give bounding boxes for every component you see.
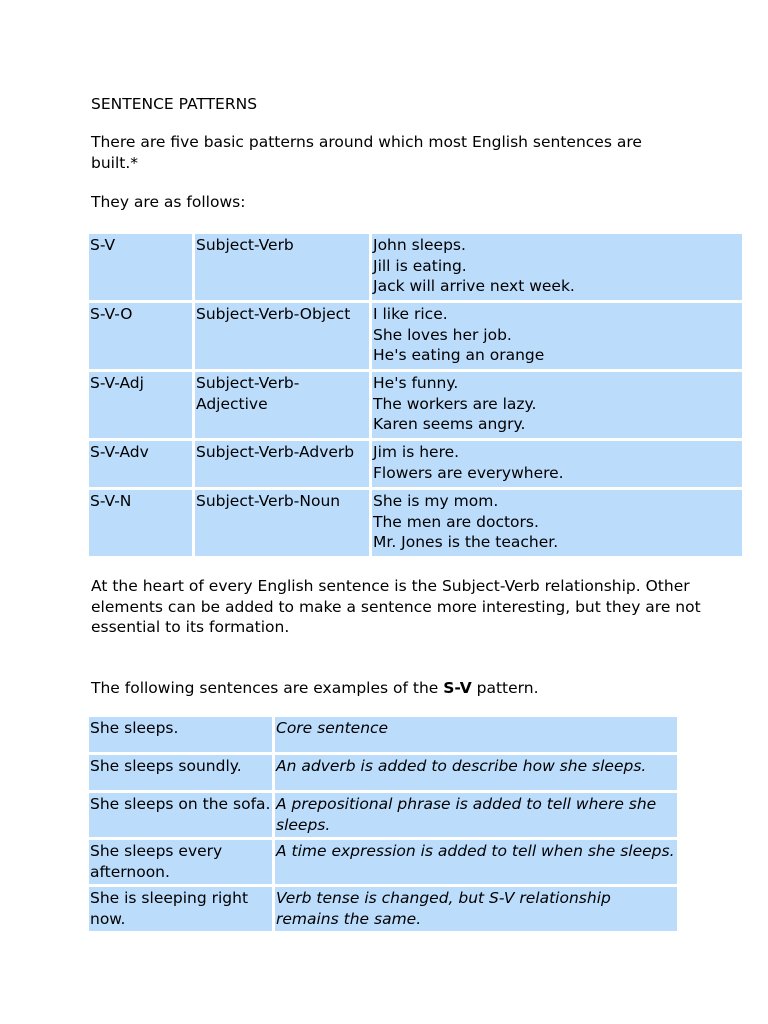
example-line: The workers are lazy. — [373, 394, 537, 413]
example-line: Mr. Jones is the teacher. — [373, 533, 559, 551]
table-row — [89, 840, 677, 884]
example-sentence: She sleeps soundly. — [89, 755, 272, 790]
examples-intro-pattern: S-V — [443, 679, 472, 697]
example-note: Core sentence — [275, 717, 677, 752]
example-line: The men are doctors. — [373, 512, 539, 531]
example-sentence: She sleeps on the sofa. — [89, 793, 272, 837]
pattern-name-line: Subject-Verb- — [196, 374, 300, 392]
page-title: SENTENCE PATTERNS — [91, 95, 258, 113]
examples-intro-after: pattern. — [471, 679, 539, 697]
example-line: John sleeps. — [373, 236, 466, 254]
pattern-code: S-V-N — [89, 490, 192, 556]
follows-paragraph: They are as follows: — [91, 193, 246, 211]
pattern-examples — [372, 234, 742, 300]
pattern-examples — [372, 303, 742, 369]
pattern-code: S-V — [89, 234, 192, 300]
example-sentence: She is sleeping right now. — [89, 887, 272, 931]
table-row — [89, 441, 742, 487]
table-row — [89, 303, 742, 369]
table-row — [89, 793, 677, 837]
table-row — [89, 234, 742, 300]
intro-paragraph: There are five basic patterns around which most English sentences are built.* — [91, 133, 642, 172]
patterns-table — [86, 231, 745, 559]
example-line: He's eating an orange — [373, 346, 545, 364]
example-line: Karen seems angry. — [373, 415, 526, 433]
example-note: An adverb is added to describe how she sleeps. — [275, 755, 677, 790]
example-line: Jim is here. — [373, 443, 460, 461]
example-line: Flowers are everywhere. — [373, 463, 564, 482]
example-line: He's funny. — [373, 374, 459, 392]
example-note: Verb tense is changed, but S-V relationship remains the same. — [275, 887, 677, 931]
example-line: Jack will arrive next week. — [373, 277, 575, 295]
examples-intro-before: The following sentences are examples of the — [91, 679, 444, 697]
pattern-code: S-V-Adv — [89, 441, 192, 487]
pattern-name — [195, 372, 369, 438]
examples-table — [86, 714, 680, 934]
example-note: A time expression is added to tell when she sleeps. — [275, 840, 677, 884]
example-line: She is my mom. — [373, 492, 499, 510]
pattern-examples — [372, 372, 742, 438]
example-sentence: She sleeps every afternoon. — [89, 840, 272, 884]
example-note: A prepositional phrase is added to tell where she sleeps. — [275, 793, 677, 837]
pattern-name: Subject-Verb — [195, 234, 369, 300]
heart-paragraph: At the heart of every English sentence is the Subject-Verb relationship. Other elements can be added to make a sentence more interesting, but they are not essential to its formation. — [91, 577, 701, 636]
table-row — [89, 755, 677, 790]
pattern-code: S-V-O — [89, 303, 192, 369]
pattern-name: Subject-Verb-Object — [195, 303, 369, 369]
example-line: Jill is eating. — [373, 256, 467, 275]
example-sentence: She sleeps. — [89, 717, 272, 752]
pattern-examples — [372, 490, 742, 556]
pattern-code: S-V-Adj — [89, 372, 192, 438]
table-row — [89, 717, 677, 752]
examples-intro-paragraph — [91, 678, 539, 699]
example-line: She loves her job. — [373, 325, 512, 344]
pattern-name: Subject-Verb-Adverb — [195, 441, 369, 487]
table-row — [89, 887, 677, 931]
table-row — [89, 490, 742, 556]
pattern-name: Subject-Verb-Noun — [195, 490, 369, 556]
pattern-name-line: Adjective — [196, 394, 268, 413]
pattern-examples — [372, 441, 742, 487]
table-row — [89, 372, 742, 438]
example-line: I like rice. — [373, 305, 448, 323]
